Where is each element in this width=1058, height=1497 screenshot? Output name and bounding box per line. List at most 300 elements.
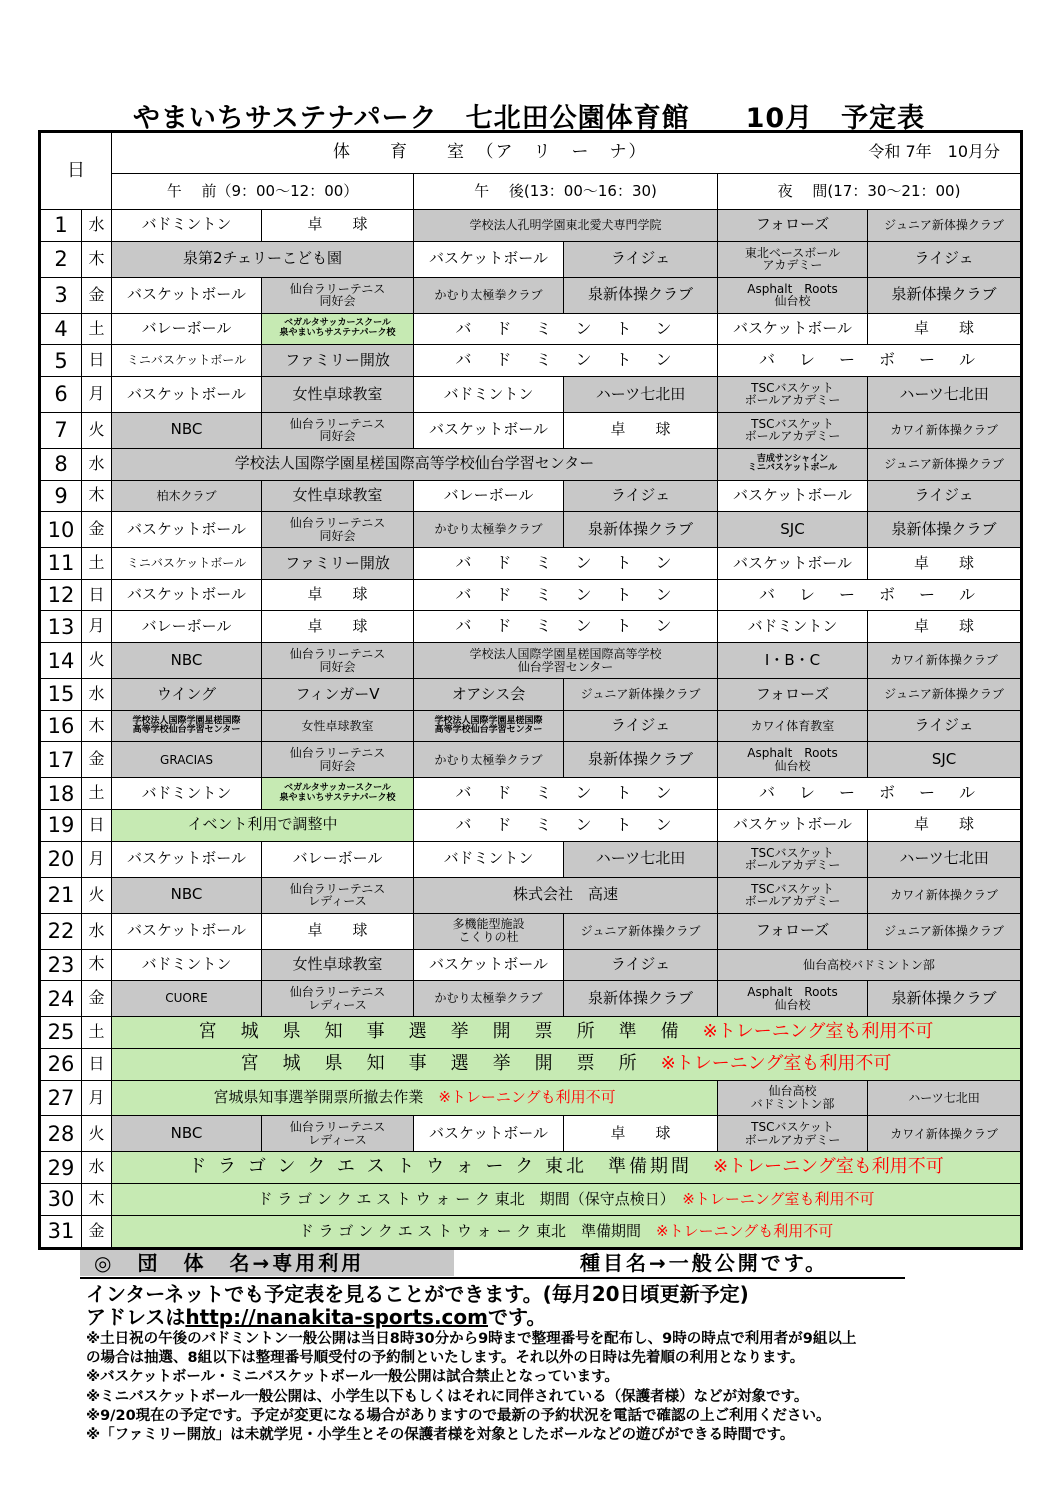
cell-text: バスケットボール xyxy=(127,585,246,604)
day-number: 7 xyxy=(40,412,82,448)
table-row xyxy=(40,1080,1022,1116)
schedule-cell: TSCバスケット ボールアカデミー xyxy=(718,841,868,877)
schedule-cell: 仙台ラリーテニス 同好会 xyxy=(262,742,414,778)
cell-text: NBC xyxy=(170,1124,203,1143)
cell-text: カワイ新体操クラブ xyxy=(890,887,998,902)
cell-text: ファミリー開放 xyxy=(285,350,390,369)
schedule-cell xyxy=(112,1215,1022,1248)
schedule-cell: Asphalt Roots 仙台校 xyxy=(718,277,868,313)
day-header: 日 xyxy=(40,132,112,210)
cell-text: ジュニア新体操クラブ xyxy=(884,218,1004,233)
schedule-cell: 学校法人国際学園星槎国際 高等学校仙台学習センター xyxy=(414,710,564,742)
cell-text: 卓 球 xyxy=(307,585,368,604)
schedule-cell: 多機能型施設 こくりの杜 xyxy=(414,913,564,949)
schedule-cell: 仙台ラリーテニス 同好会 xyxy=(262,412,414,448)
schedule-cell xyxy=(868,841,1022,877)
page-title: やまいちサステナパーク 七北田公園体育館 10月 予定表 xyxy=(132,103,926,134)
table-row xyxy=(40,313,1022,345)
table-row xyxy=(40,742,1022,778)
warning-text: ※トレーニングも利用不可 xyxy=(656,1221,834,1240)
cell-text: フォローズ xyxy=(755,921,830,940)
cell-text: ライジェ xyxy=(610,716,671,735)
table-row xyxy=(40,579,1022,611)
cell-text: ジュニア新体操クラブ xyxy=(884,687,1004,702)
schedule-cell xyxy=(414,810,718,842)
cell-text: 学校法人孔明学園東北愛犬専門学院 xyxy=(469,218,662,233)
day-number: 5 xyxy=(40,345,82,377)
cell-text: ミニバスケットボール xyxy=(126,556,247,571)
cell-text: バスケットボール xyxy=(733,553,852,572)
cell-text: カワイ体育教室 xyxy=(750,718,835,733)
table-row xyxy=(40,480,1022,512)
cell-text: バスケットボール xyxy=(127,285,246,304)
weekday: 金 xyxy=(82,1215,112,1248)
schedule-cell xyxy=(112,810,414,842)
reiwa-month: 令和 7年 10月分 xyxy=(868,142,1001,162)
cell-text: バ ド ミ ン ト ン xyxy=(455,584,676,604)
day-number: 13 xyxy=(40,611,82,643)
session-am: 午 前（9：00～12：00） xyxy=(112,174,414,210)
schedule-cell: 仙台ラリーテニス レディース xyxy=(262,981,414,1017)
site-link[interactable]: http://nanakita-sports.com xyxy=(185,1305,488,1329)
schedule-cell xyxy=(262,345,414,377)
cell-text: ハーツ七北田 xyxy=(899,849,989,868)
cell-text: 女性卓球教室 xyxy=(292,955,383,974)
cell-text: バスケットボール xyxy=(429,249,548,268)
table-row xyxy=(40,448,1022,480)
table-row xyxy=(40,1152,1022,1184)
cell-text: GRACIAS xyxy=(160,752,213,767)
table-row xyxy=(40,841,1022,877)
cell-text: 泉新体操クラブ xyxy=(891,988,997,1007)
cell-text: バレーボール xyxy=(141,319,232,338)
cell-text: ハーツ七北田 xyxy=(595,384,686,403)
day-number: 2 xyxy=(40,241,82,277)
cell-text: 卓 球 xyxy=(610,1124,671,1143)
schedule-cell xyxy=(868,742,1022,778)
weekday: 月 xyxy=(82,1080,112,1116)
weekday: 水 xyxy=(82,1152,112,1184)
schedule-cell xyxy=(414,949,564,981)
cell-text: バドミントン xyxy=(141,215,232,234)
schedule-cell xyxy=(112,548,262,580)
schedule-cell: Asphalt Roots 仙台校 xyxy=(718,981,868,1017)
day-number: 23 xyxy=(40,949,82,981)
weekday: 金 xyxy=(82,512,112,548)
weekday: 土 xyxy=(82,1017,112,1049)
cell-text: バドミントン xyxy=(141,955,232,974)
schedule-cell xyxy=(564,412,718,448)
weekday: 月 xyxy=(82,611,112,643)
schedule-cell xyxy=(868,810,1022,842)
cell-text: 泉新体操クラブ xyxy=(587,749,693,768)
schedule-cell xyxy=(718,913,868,949)
cell-text: オアシス会 xyxy=(451,684,526,703)
schedule-cell xyxy=(112,643,262,679)
note-basketball: ※バスケットボール・ミニバスケットボール一般公開は試合禁止となっています。 xyxy=(86,1369,619,1385)
schedule-cell: 仙台ラリーテニス レディース xyxy=(262,1116,414,1152)
schedule-cell xyxy=(718,710,868,742)
schedule-cell xyxy=(868,611,1022,643)
arena-header xyxy=(112,132,1022,174)
schedule-cell xyxy=(112,841,262,877)
schedule-cell xyxy=(718,480,868,512)
legend-exclusive: ◎ 団 体 名→専用利用 xyxy=(80,1250,454,1276)
schedule-cell xyxy=(718,611,868,643)
schedule-cell xyxy=(564,742,718,778)
cell-text: 泉新体操クラブ xyxy=(587,285,693,304)
table-row xyxy=(40,611,1022,643)
day-number: 26 xyxy=(40,1048,82,1080)
day-number: 24 xyxy=(40,981,82,1017)
cell-text: バスケットボール xyxy=(127,921,246,940)
cell-text: 学校法人国際学園星槎国際高等学校仙台学習センター xyxy=(234,454,595,473)
table-row xyxy=(40,643,1022,679)
cell-text: 卓 球 xyxy=(307,921,368,940)
note-address xyxy=(86,1301,546,1330)
cell-text: バスケットボール xyxy=(127,384,246,403)
weekday: 日 xyxy=(82,810,112,842)
schedule-cell xyxy=(414,210,718,242)
schedule-cell xyxy=(868,313,1022,345)
day-number: 4 xyxy=(40,313,82,345)
schedule-cell: 仙台ラリーテニス 同好会 xyxy=(262,512,414,548)
table-row xyxy=(40,512,1022,548)
cell-text: カワイ新体操クラブ xyxy=(890,423,998,438)
schedule-cell xyxy=(564,277,718,313)
cell-text: フィンガーV xyxy=(295,684,380,703)
table-row xyxy=(40,277,1022,313)
schedule-cell: 仙台ラリーテニス 同好会 xyxy=(262,277,414,313)
cell-text: ウイング xyxy=(156,684,217,703)
schedule-cell xyxy=(414,512,564,548)
schedule-cell xyxy=(414,480,564,512)
weekday: 日 xyxy=(82,1048,112,1080)
schedule-cell xyxy=(112,913,262,949)
weekday: 木 xyxy=(82,949,112,981)
session-night: 夜 間(17：30～21：00) xyxy=(718,174,1022,210)
schedule-cell xyxy=(262,913,414,949)
cell-text: 卓 球 xyxy=(914,616,975,635)
warning-text: ※トレーニング室も利用不可 xyxy=(702,1021,934,1043)
cell-text: バ ド ミ ン ト ン xyxy=(455,814,676,834)
table-row xyxy=(40,877,1022,913)
table-row xyxy=(40,1215,1022,1248)
schedule-cell xyxy=(718,210,868,242)
cell-text: バレーボール xyxy=(141,616,232,635)
schedule-cell: TSCバスケット ボールアカデミー xyxy=(718,1116,868,1152)
schedule-cell xyxy=(112,742,262,778)
schedule-cell: 仙台高校 バドミントン部 xyxy=(718,1080,868,1116)
schedule-cell: 吉成サンシャイン ミニバスケットボール xyxy=(718,448,868,480)
schedule-cell: TSCバスケット ボールアカデミー xyxy=(718,877,868,913)
schedule-cell xyxy=(868,480,1022,512)
cell-text: ド ラ ゴ ン ク エ ス ト ウ ォ ー ク 東北 準備期間 xyxy=(298,1221,656,1240)
cell-text: NBC xyxy=(170,420,203,439)
schedule-cell xyxy=(718,548,868,580)
day-number: 20 xyxy=(40,841,82,877)
weekday: 水 xyxy=(82,210,112,242)
schedule-cell xyxy=(718,313,868,345)
day-number: 14 xyxy=(40,643,82,679)
schedule-cell xyxy=(564,679,718,711)
table-row xyxy=(40,1184,1022,1216)
schedule-cell xyxy=(414,981,564,1017)
arena-label: 体 育 室 （ア リ ー ナ） xyxy=(332,142,648,163)
cell-text: 卓 球 xyxy=(914,553,975,572)
schedule-cell: 学校法人国際学園星槎国際 高等学校仙台学習センター xyxy=(112,710,262,742)
schedule-cell xyxy=(112,611,262,643)
cell-text: バ レ ー ボ ー ル xyxy=(759,783,980,803)
cell-text: イベント利用で調整中 xyxy=(187,815,338,834)
cell-text: バスケットボール xyxy=(733,319,852,338)
schedule-cell xyxy=(868,448,1022,480)
schedule-cell xyxy=(718,949,1022,981)
schedule-cell xyxy=(112,448,718,480)
schedule-cell xyxy=(868,277,1022,313)
schedule-cell xyxy=(112,1080,718,1116)
cell-text: バスケットボール xyxy=(127,519,246,538)
cell-text: 泉新体操クラブ xyxy=(891,285,997,304)
schedule-table xyxy=(38,130,1023,1250)
legend xyxy=(80,1250,905,1276)
weekday: 火 xyxy=(82,1116,112,1152)
cell-text: バスケットボール xyxy=(429,955,548,974)
schedule-cell xyxy=(414,778,718,810)
schedule-cell xyxy=(564,710,718,742)
weekday: 月 xyxy=(82,376,112,412)
schedule-cell xyxy=(868,981,1022,1017)
cell-text: ド ラ ゴ ン ク エ ス ト ウ ォ ー ク 東北 期間（保守点検日） xyxy=(257,1189,683,1208)
schedule-cell xyxy=(262,611,414,643)
schedule-cell xyxy=(718,345,1022,377)
cell-text: 泉新体操クラブ xyxy=(587,519,693,538)
cell-text: かむり太極拳クラブ xyxy=(434,287,543,302)
cell-text: バ ド ミ ン ト ン xyxy=(455,553,676,573)
schedule-cell xyxy=(564,981,718,1017)
cell-text: SJC xyxy=(931,749,957,768)
weekday: 水 xyxy=(82,913,112,949)
day-number: 1 xyxy=(40,210,82,242)
table-row xyxy=(40,376,1022,412)
day-number: 3 xyxy=(40,277,82,313)
weekday: 木 xyxy=(82,710,112,742)
weekday: 水 xyxy=(82,448,112,480)
weekday: 金 xyxy=(82,981,112,1017)
cell-text: フォローズ xyxy=(755,215,830,234)
schedule-cell xyxy=(262,579,414,611)
weekday: 火 xyxy=(82,877,112,913)
cell-text: バドミントン xyxy=(141,783,232,802)
cell-text: ファミリー開放 xyxy=(285,553,390,572)
schedule-cell xyxy=(112,345,262,377)
schedule-cell xyxy=(868,679,1022,711)
cell-text: 泉新体操クラブ xyxy=(587,988,693,1007)
cell-text: I・B・C xyxy=(764,650,821,669)
schedule-cell xyxy=(868,1080,1022,1116)
schedule-cell xyxy=(868,710,1022,742)
cell-text: CUORE xyxy=(165,991,208,1006)
schedule-cell xyxy=(112,412,262,448)
day-number: 29 xyxy=(40,1152,82,1184)
schedule-cell xyxy=(414,1116,564,1152)
weekday: 木 xyxy=(82,1184,112,1216)
weekday: 日 xyxy=(82,579,112,611)
note-minibasket: ※ミニバスケットボール一般公開は、小学生以下もしくはそれに同伴されている（保護者様）などが対象です。 xyxy=(86,1389,809,1405)
weekday: 火 xyxy=(82,643,112,679)
table-row xyxy=(40,778,1022,810)
day-number: 30 xyxy=(40,1184,82,1216)
day-number: 27 xyxy=(40,1080,82,1116)
table-row xyxy=(40,949,1022,981)
weekday: 日 xyxy=(82,345,112,377)
schedule-cell xyxy=(112,1152,1022,1184)
cell-text: ジュニア新体操クラブ xyxy=(580,923,701,938)
table-row xyxy=(40,241,1022,277)
weekday: 金 xyxy=(82,277,112,313)
schedule-cell xyxy=(868,1116,1022,1152)
schedule-cell: ベガルタサッカースクール 泉やまいちサステナパーク校 xyxy=(262,778,414,810)
schedule-cell xyxy=(262,949,414,981)
schedule-cell xyxy=(564,512,718,548)
schedule-cell xyxy=(718,643,868,679)
schedule-cell: ベガルタサッカースクール 泉やまいちサステナパーク校 xyxy=(262,313,414,345)
address-suffix: です。 xyxy=(488,1305,547,1329)
cell-text: 泉新体操クラブ xyxy=(891,519,997,538)
note-internet: インターネットでも予定表を見ることができます。(毎月20日頃更新予定) xyxy=(86,1282,749,1306)
day-number: 11 xyxy=(40,548,82,580)
schedule-cell xyxy=(718,512,868,548)
day-number: 17 xyxy=(40,742,82,778)
table-row xyxy=(40,679,1022,711)
table-row xyxy=(40,210,1022,242)
schedule-cell xyxy=(868,241,1022,277)
cell-text: バ ド ミ ン ト ン xyxy=(455,783,676,803)
cell-text: 株式会社 高速 xyxy=(512,885,618,904)
day-number: 8 xyxy=(40,448,82,480)
cell-text: ライジェ xyxy=(914,716,974,735)
day-number: 9 xyxy=(40,480,82,512)
cell-text: かむり太極拳クラブ xyxy=(434,752,543,767)
cell-text: バ レ ー ボ ー ル xyxy=(759,350,980,370)
weekday: 木 xyxy=(82,480,112,512)
day-number: 25 xyxy=(40,1017,82,1049)
cell-text: ライジェ xyxy=(610,955,671,974)
cell-text: ジュニア新体操クラブ xyxy=(580,687,701,702)
schedule-cell xyxy=(414,277,564,313)
schedule-cell xyxy=(112,579,262,611)
schedule-cell xyxy=(564,1116,718,1152)
schedule-cell xyxy=(718,810,868,842)
schedule-cell: TSCバスケット ボールアカデミー xyxy=(718,412,868,448)
legend-public: 種目名→一般公開です。 xyxy=(580,1251,829,1275)
note-badminton-1: ※土日祝の午後のバドミントン一般公開は当日8時30分から9時まで整理番号を配布し、9時の時点で利用者が9組以上 xyxy=(86,1331,857,1347)
warning-text: ※トレーニングも利用不可 xyxy=(438,1088,616,1107)
table-row xyxy=(40,981,1022,1017)
cell-text: カワイ新体操クラブ xyxy=(890,1126,998,1141)
weekday: 土 xyxy=(82,548,112,580)
warning-text: ※トレーニング室も利用不可 xyxy=(712,1156,944,1178)
table-row xyxy=(40,710,1022,742)
cell-text: NBC xyxy=(170,885,203,904)
cell-text: バスケットボール xyxy=(127,849,246,868)
cell-text: NBC xyxy=(170,650,203,669)
schedule-cell xyxy=(262,548,414,580)
cell-text: バドミントン xyxy=(443,849,534,868)
schedule-cell xyxy=(262,376,414,412)
weekday: 木 xyxy=(82,241,112,277)
schedule-cell xyxy=(414,548,718,580)
day-number: 6 xyxy=(40,376,82,412)
schedule-cell xyxy=(564,949,718,981)
cell-text: バスケットボール xyxy=(429,420,548,439)
note-family: ※「ファミリー開放」は未就学児・小学生とその保護者様を対象としたボールなどの遊びができる時間です。 xyxy=(86,1427,795,1443)
schedule-cell xyxy=(112,981,262,1017)
schedule-cell xyxy=(414,412,564,448)
schedule-cell xyxy=(112,1116,262,1152)
schedule-cell xyxy=(112,949,262,981)
table-row xyxy=(40,1017,1022,1049)
cell-text: バスケットボール xyxy=(733,485,852,504)
cell-text: 宮 城 県 知 事 選 挙 開 票 所 xyxy=(240,1052,661,1074)
schedule-cell: TSCバスケット ボールアカデミー xyxy=(718,376,868,412)
cell-text: 卓 球 xyxy=(307,616,368,635)
schedule-cell xyxy=(112,210,262,242)
schedule-cell xyxy=(718,579,1022,611)
cell-text: ハーツ七北田 xyxy=(908,1090,980,1105)
table-row xyxy=(40,1116,1022,1152)
schedule-cell xyxy=(564,376,718,412)
schedule-cell xyxy=(868,512,1022,548)
schedule-cell xyxy=(414,579,718,611)
schedule-cell xyxy=(262,710,414,742)
schedule-cell xyxy=(112,512,262,548)
warning-text: ※トレーニング室も利用不可 xyxy=(682,1189,875,1208)
schedule-cell xyxy=(112,778,262,810)
schedule-cell xyxy=(564,841,718,877)
day-number: 31 xyxy=(40,1215,82,1248)
schedule-cell xyxy=(262,841,414,877)
day-number: 10 xyxy=(40,512,82,548)
cell-text: 仙台高校バドミントン部 xyxy=(803,957,935,972)
cell-text: 卓 球 xyxy=(914,319,975,338)
cell-text: SJC xyxy=(780,519,805,538)
cell-text: ド ラ ゴ ン ク エ ス ト ウ ォ ー ク 東北 準備期間 xyxy=(188,1156,713,1178)
table-row xyxy=(40,412,1022,448)
cell-text: 女性卓球教室 xyxy=(292,384,383,403)
schedule-cell: 仙台ラリーテニス 同好会 xyxy=(262,643,414,679)
schedule-cell xyxy=(564,913,718,949)
schedule-cell xyxy=(112,376,262,412)
cell-text: 女性卓球教室 xyxy=(292,485,383,504)
cell-text: ライジェ xyxy=(610,485,671,504)
cell-text: 女性卓球教室 xyxy=(301,718,374,733)
schedule-cell: 東北ベースボール アカデミー xyxy=(718,241,868,277)
day-number: 19 xyxy=(40,810,82,842)
schedule-cell xyxy=(112,480,262,512)
schedule-cell xyxy=(262,210,414,242)
schedule-cell xyxy=(414,313,718,345)
schedule-cell xyxy=(414,241,564,277)
table-row xyxy=(40,548,1022,580)
schedule-cell xyxy=(868,548,1022,580)
cell-text: ジュニア新体操クラブ xyxy=(884,456,1004,471)
cell-text: 卓 球 xyxy=(307,215,368,234)
cell-text: バ ド ミ ン ト ン xyxy=(455,616,676,636)
schedule-cell xyxy=(112,1184,1022,1216)
cell-text: ライジェ xyxy=(914,485,974,504)
table-row xyxy=(40,345,1022,377)
